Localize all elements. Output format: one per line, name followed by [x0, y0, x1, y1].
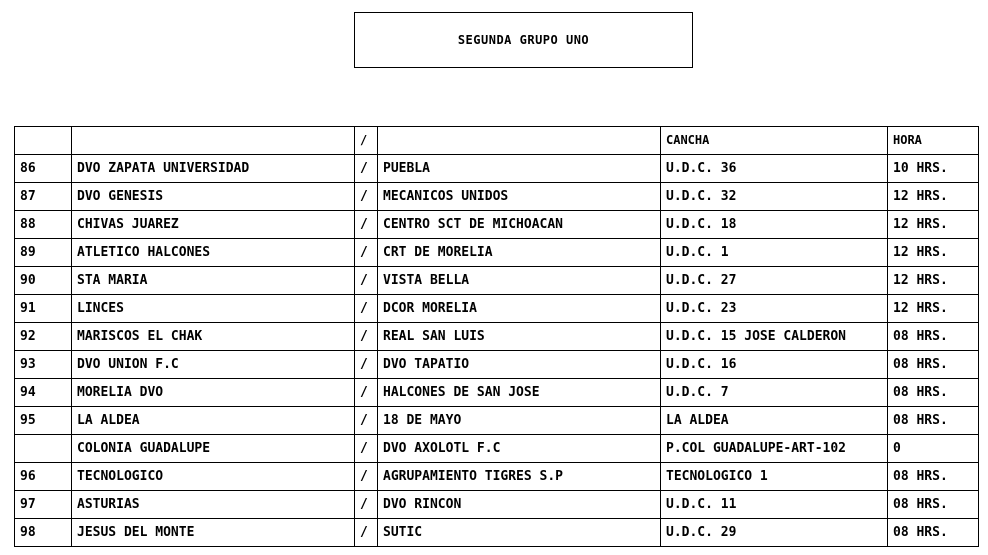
match-number: 95 — [15, 407, 72, 435]
header-separator: / — [355, 127, 378, 155]
separator: / — [355, 239, 378, 267]
fixtures-table — [14, 126, 979, 547]
match-time: 08 HRS. — [888, 351, 979, 379]
home-team: TECNOLOGICO — [72, 463, 355, 491]
match-time: 12 HRS. — [888, 183, 979, 211]
match-number: 87 — [15, 183, 72, 211]
match-time: 08 HRS. — [888, 519, 979, 547]
match-number: 96 — [15, 463, 72, 491]
field-name: U.D.C. 18 — [661, 211, 888, 239]
separator: / — [355, 407, 378, 435]
separator: / — [355, 519, 378, 547]
header-number — [15, 127, 72, 155]
home-team: STA MARIA — [72, 267, 355, 295]
match-time: 0 — [888, 435, 979, 463]
match-time: 08 HRS. — [888, 379, 979, 407]
home-team: DVO UNION F.C — [72, 351, 355, 379]
table-row — [15, 379, 979, 407]
match-number: 94 — [15, 379, 72, 407]
table-row — [15, 407, 979, 435]
field-name: U.D.C. 27 — [661, 267, 888, 295]
match-time: 08 HRS. — [888, 407, 979, 435]
match-time: 10 HRS. — [888, 155, 979, 183]
match-number: 97 — [15, 491, 72, 519]
field-name: U.D.C. 36 — [661, 155, 888, 183]
table-row — [15, 239, 979, 267]
match-number: 92 — [15, 323, 72, 351]
home-team: MARISCOS EL CHAK — [72, 323, 355, 351]
separator: / — [355, 323, 378, 351]
match-time: 08 HRS. — [888, 463, 979, 491]
separator: / — [355, 267, 378, 295]
separator: / — [355, 295, 378, 323]
away-team: VISTA BELLA — [378, 267, 661, 295]
field-name: U.D.C. 29 — [661, 519, 888, 547]
header-away-team — [378, 127, 661, 155]
page-title-text: SEGUNDA GRUPO UNO — [457, 33, 590, 47]
match-number: 91 — [15, 295, 72, 323]
separator: / — [355, 211, 378, 239]
table-row — [15, 351, 979, 379]
match-time: 12 HRS. — [888, 239, 979, 267]
away-team: REAL SAN LUIS — [378, 323, 661, 351]
away-team: DCOR MORELIA — [378, 295, 661, 323]
match-time: 08 HRS. — [888, 323, 979, 351]
field-name: U.D.C. 15 JOSE CALDERON — [661, 323, 888, 351]
table-row — [15, 155, 979, 183]
home-team: DVO GENESIS — [72, 183, 355, 211]
table-row — [15, 295, 979, 323]
match-number: 93 — [15, 351, 72, 379]
away-team: DVO RINCON — [378, 491, 661, 519]
away-team: AGRUPAMIENTO TIGRES S.P — [378, 463, 661, 491]
away-team: 18 DE MAYO — [378, 407, 661, 435]
table-row — [15, 519, 979, 547]
match-number — [15, 435, 72, 463]
separator: / — [355, 435, 378, 463]
away-team: DVO AXOLOTL F.C — [378, 435, 661, 463]
match-number: 89 — [15, 239, 72, 267]
match-time: 08 HRS. — [888, 491, 979, 519]
away-team: CRT DE MORELIA — [378, 239, 661, 267]
header-field: CANCHA — [661, 127, 888, 155]
away-team: MECANICOS UNIDOS — [378, 183, 661, 211]
match-time: 12 HRS. — [888, 267, 979, 295]
table-row — [15, 323, 979, 351]
home-team: DVO ZAPATA UNIVERSIDAD — [72, 155, 355, 183]
table-row — [15, 267, 979, 295]
separator: / — [355, 183, 378, 211]
home-team: LA ALDEA — [72, 407, 355, 435]
away-team: SUTIC — [378, 519, 661, 547]
match-number: 90 — [15, 267, 72, 295]
home-team: MORELIA DVO — [72, 379, 355, 407]
home-team: ATLETICO HALCONES — [72, 239, 355, 267]
page-title — [354, 12, 693, 68]
table-row — [15, 435, 979, 463]
home-team: JESUS DEL MONTE — [72, 519, 355, 547]
header-time: HORA — [888, 127, 979, 155]
away-team: HALCONES DE SAN JOSE — [378, 379, 661, 407]
away-team: PUEBLA — [378, 155, 661, 183]
field-name: U.D.C. 16 — [661, 351, 888, 379]
match-number: 88 — [15, 211, 72, 239]
home-team: LINCES — [72, 295, 355, 323]
field-name: U.D.C. 7 — [661, 379, 888, 407]
field-name: P.COL GUADALUPE-ART-102 — [661, 435, 888, 463]
separator: / — [355, 379, 378, 407]
match-time: 12 HRS. — [888, 211, 979, 239]
away-team: DVO TAPATIO — [378, 351, 661, 379]
home-team: ASTURIAS — [72, 491, 355, 519]
field-name: U.D.C. 11 — [661, 491, 888, 519]
separator: / — [355, 463, 378, 491]
separator: / — [355, 155, 378, 183]
header-home-team — [72, 127, 355, 155]
field-name: U.D.C. 32 — [661, 183, 888, 211]
match-number: 98 — [15, 519, 72, 547]
match-number: 86 — [15, 155, 72, 183]
table-row — [15, 211, 979, 239]
home-team: COLONIA GUADALUPE — [72, 435, 355, 463]
separator: / — [355, 491, 378, 519]
match-time: 12 HRS. — [888, 295, 979, 323]
field-name: TECNOLOGICO 1 — [661, 463, 888, 491]
table-header-row — [15, 127, 979, 155]
table-row — [15, 463, 979, 491]
home-team: CHIVAS JUAREZ — [72, 211, 355, 239]
away-team: CENTRO SCT DE MICHOACAN — [378, 211, 661, 239]
separator: / — [355, 351, 378, 379]
field-name: U.D.C. 1 — [661, 239, 888, 267]
field-name: LA ALDEA — [661, 407, 888, 435]
table-row — [15, 183, 979, 211]
table-row — [15, 491, 979, 519]
field-name: U.D.C. 23 — [661, 295, 888, 323]
